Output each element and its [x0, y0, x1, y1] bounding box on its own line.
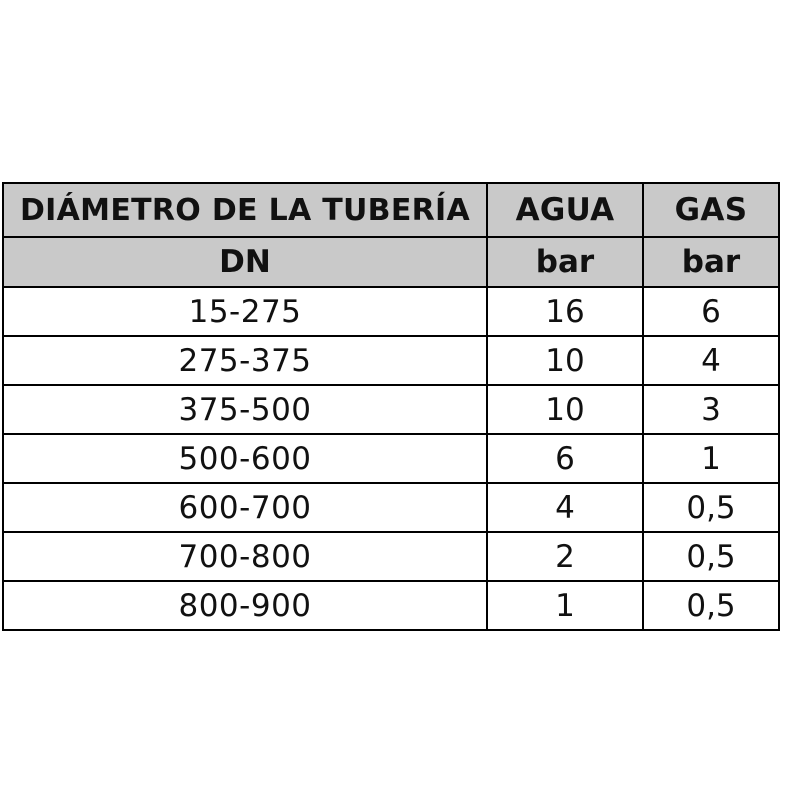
cell-gas: 3 — [643, 385, 779, 434]
cell-gas: 1 — [643, 434, 779, 483]
cell-dn: 375-500 — [3, 385, 487, 434]
table-header-row-sub — [3, 237, 779, 287]
cell-dn: 275-375 — [3, 336, 487, 385]
table-row — [3, 483, 779, 532]
cell-agua: 16 — [487, 287, 643, 336]
cell-dn: 700-800 — [3, 532, 487, 581]
cell-gas: 4 — [643, 336, 779, 385]
table-row — [3, 532, 779, 581]
header-diameter: DIÁMETRO DE LA TUBERÍA — [3, 183, 487, 237]
table-row — [3, 336, 779, 385]
cell-dn: 600-700 — [3, 483, 487, 532]
table-row — [3, 287, 779, 336]
cell-gas: 6 — [643, 287, 779, 336]
cell-gas: 0,5 — [643, 581, 779, 630]
cell-dn: 500-600 — [3, 434, 487, 483]
table-row — [3, 581, 779, 630]
header-gas-unit: bar — [643, 237, 779, 287]
cell-gas: 0,5 — [643, 483, 779, 532]
cell-agua: 2 — [487, 532, 643, 581]
table-header-row-main — [3, 183, 779, 237]
header-dn-unit: DN — [3, 237, 487, 287]
cell-agua: 1 — [487, 581, 643, 630]
cell-agua: 10 — [487, 385, 643, 434]
table-row — [3, 434, 779, 483]
cell-agua: 10 — [487, 336, 643, 385]
table-header — [3, 183, 779, 287]
cell-agua: 6 — [487, 434, 643, 483]
table-body — [3, 287, 779, 630]
table-row — [3, 385, 779, 434]
cell-dn: 15-275 — [3, 287, 487, 336]
cell-agua: 4 — [487, 483, 643, 532]
pipe-pressure-table — [2, 182, 780, 631]
header-agua: AGUA — [487, 183, 643, 237]
header-gas: GAS — [643, 183, 779, 237]
header-agua-unit: bar — [487, 237, 643, 287]
cell-gas: 0,5 — [643, 532, 779, 581]
cell-dn: 800-900 — [3, 581, 487, 630]
spec-table-container — [2, 182, 778, 631]
